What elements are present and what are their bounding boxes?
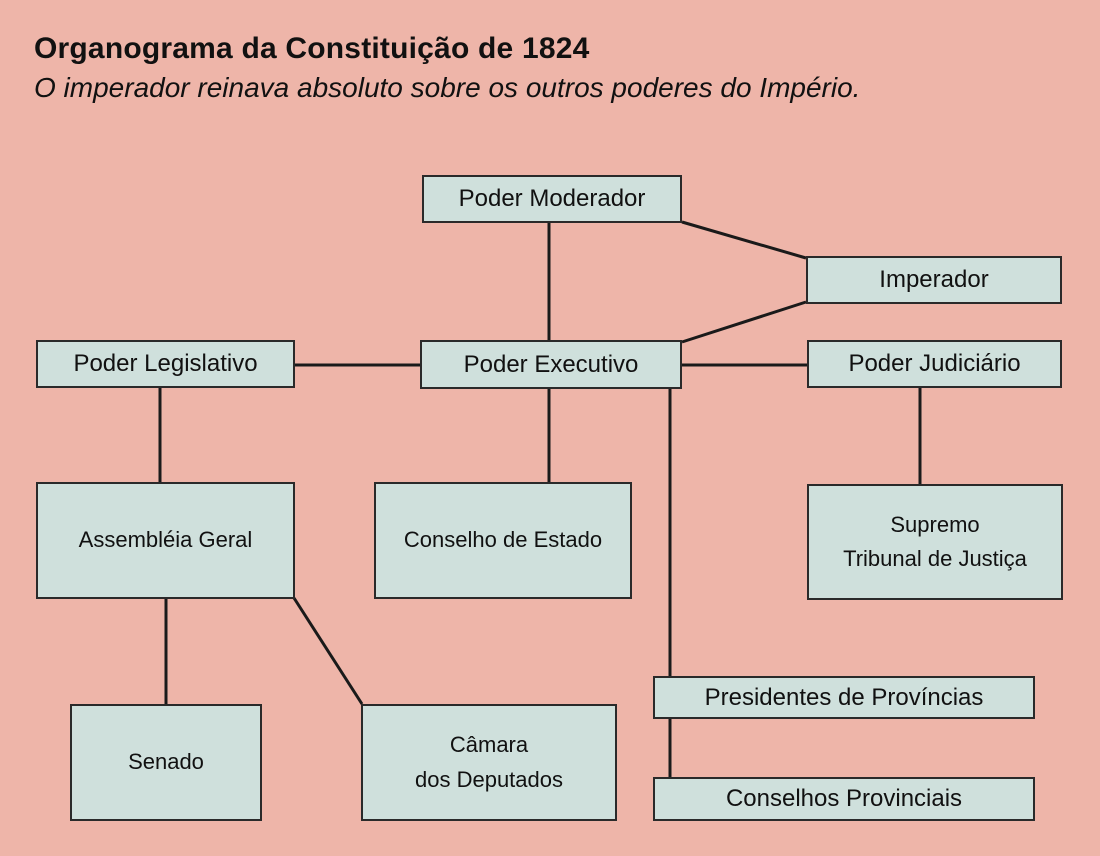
node-label: Presidentes de Províncias	[704, 683, 984, 711]
node-presidentes-de-provincias	[653, 676, 1035, 719]
node-conselho-de-estado	[374, 482, 632, 599]
node-label: Senado	[128, 749, 204, 775]
node-label-line1: Câmara	[449, 732, 529, 758]
connector-imperador-executivo	[682, 302, 806, 342]
node-label: Poder Judiciário	[848, 350, 1021, 378]
node-label-line2: Tribunal de Justiça	[843, 546, 1027, 571]
node-label: Poder Executivo	[463, 350, 639, 378]
node-poder-moderador	[422, 175, 682, 223]
node-label: Imperador	[879, 266, 989, 294]
node-conselhos-provinciais	[653, 777, 1035, 821]
node-label: Conselho de Estado	[403, 527, 603, 553]
node-label: Poder Moderador	[458, 185, 646, 213]
chart-title: Organograma da Constituição de 1824	[34, 32, 590, 65]
node-label-line2: dos Deputados	[415, 766, 563, 792]
connector-assembleia-camara	[294, 598, 362, 704]
node-camara-dos-deputados	[361, 704, 617, 821]
node-label: Assembléia Geral	[78, 527, 253, 553]
node-supremo-tribunal	[807, 484, 1063, 600]
node-label: Poder Legislativo	[73, 350, 258, 378]
node-poder-judiciario	[807, 340, 1062, 388]
node-label-line1: Supremo	[890, 511, 980, 537]
node-assembleia-geral	[36, 482, 295, 599]
chart-subtitle: O imperador reinava absoluto sobre os outros poderes do Império.	[34, 72, 861, 103]
connector-moderador-imperador	[682, 222, 806, 258]
node-imperador	[806, 256, 1062, 304]
node-poder-executivo	[420, 340, 682, 389]
node-label: Conselhos Provinciais	[725, 785, 963, 813]
node-poder-legislativo	[36, 340, 295, 388]
node-senado	[70, 704, 262, 821]
